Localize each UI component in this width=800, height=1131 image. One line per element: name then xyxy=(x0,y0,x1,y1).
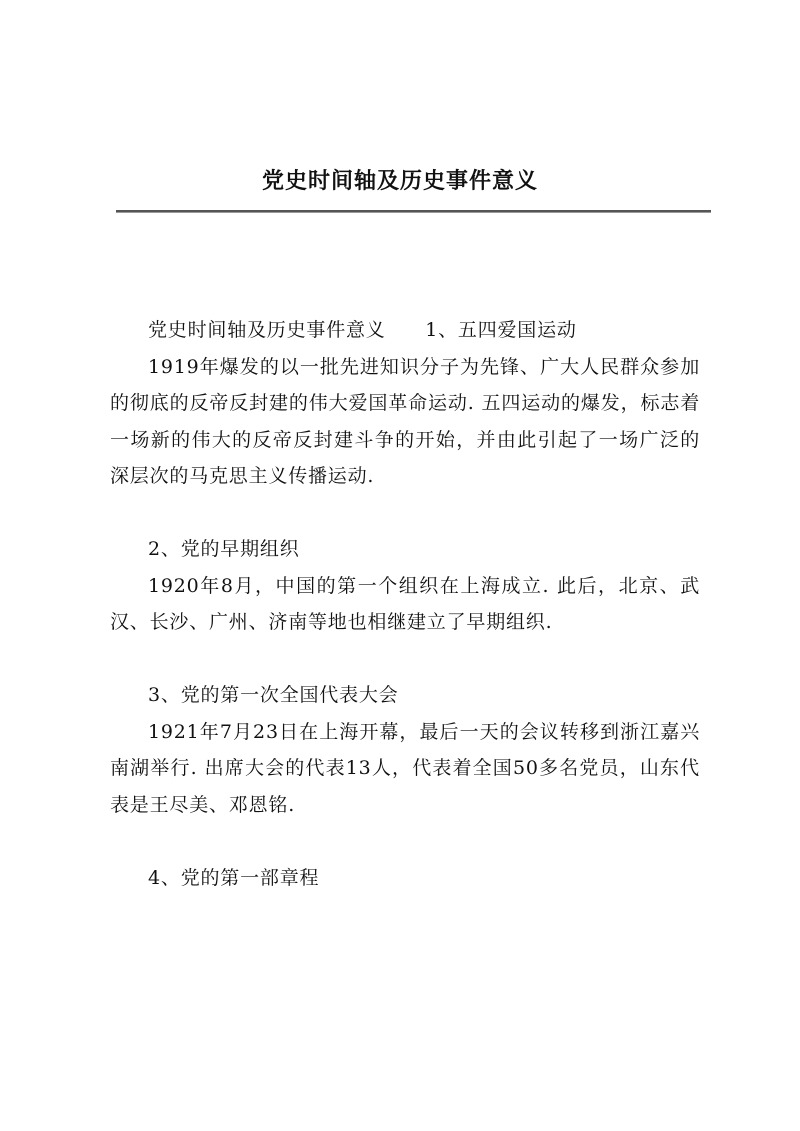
paragraph-early-organization: 1920年8月，中国的第一个组织在上海成立. 此后，北京、武汉、长沙、广州、济南等地也相继建立了早期组织. xyxy=(110,574,700,633)
section-heading-first-congress: 3、党的第一次全国代表大会 xyxy=(148,684,399,706)
paragraph-spacer xyxy=(110,641,700,678)
page-title: 党史时间轴及历史事件意义 xyxy=(261,168,538,194)
section-heading-first-constitution: 4、党的第一部章程 xyxy=(148,866,320,889)
section-heading-early-organization: 2、党的早期组织 xyxy=(148,538,300,560)
paragraph-spacer xyxy=(110,823,700,860)
paragraph-may-fourth: 1919年爆发的以一批先进知识分子为先锋、广大人民群众参加的彻底的反帝反封建的伟大爱国革命运动. 五四运动的爆发，标志着一场新的伟大的反帝反封建斗争的开始，并由此引起了一场广泛的深层次的马克思主义传播运动. xyxy=(110,355,700,487)
paragraph-spacer xyxy=(110,495,700,532)
document-body xyxy=(110,312,700,896)
title-divider xyxy=(116,210,711,213)
paragraph-intro-heading: 党史时间轴及历史事件意义 1、五四爱国运动 xyxy=(148,319,577,341)
paragraph-first-congress: 1921年7月23日在上海开幕，最后一天的会议转移到浙江嘉兴南湖举行. 出席大会的代表13人，代表着全国50多名党员，山东代表是王尽美、邓恩铭. xyxy=(110,720,700,816)
